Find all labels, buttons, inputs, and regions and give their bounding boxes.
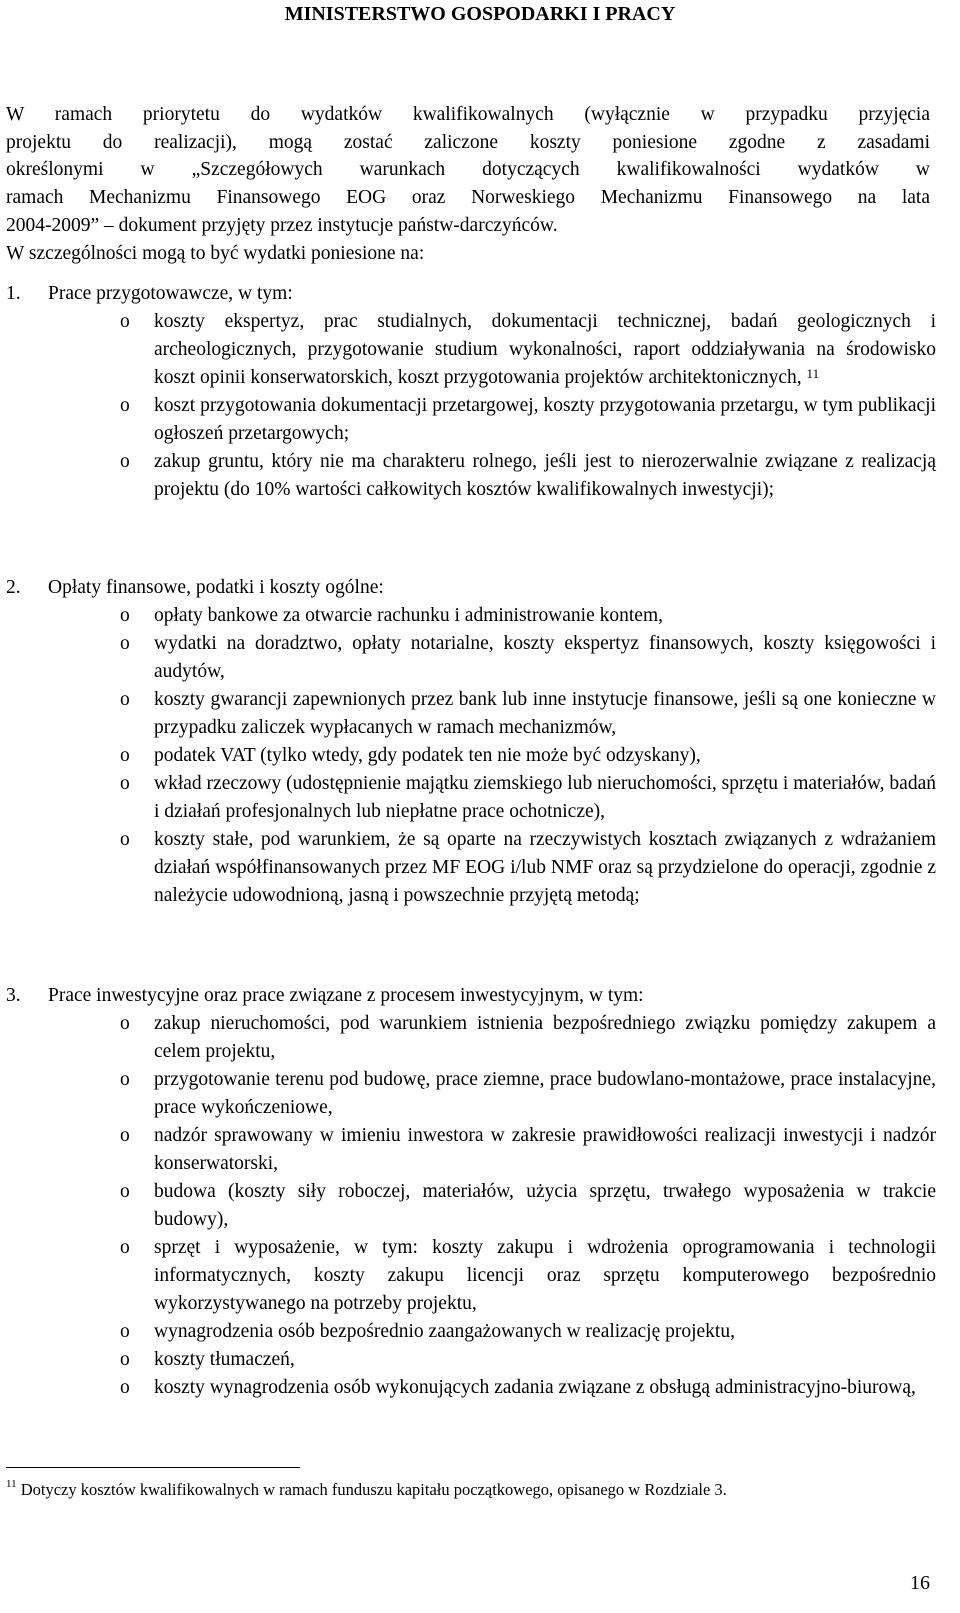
intro-line: 2004-2009” – dokument przyjęty przez instytucje państw-darczyńców.: [6, 214, 558, 236]
bullet-marker: o: [120, 311, 130, 332]
footnote-reference: 11: [806, 366, 820, 381]
bullet-marker: o: [120, 773, 130, 794]
list-item: [120, 1178, 936, 1234]
section-heading: Opłaty finansowe, podatki i koszty ogólne:: [48, 577, 384, 598]
footnote-separator: [6, 1467, 300, 1468]
page-title: MINISTERSTWO GOSPODARKI I PRACY: [284, 3, 676, 25]
item-text: opłaty bankowe za otwarcie rachunku i administrowanie kontem,: [154, 605, 663, 626]
intro-line: W ramach priorytetu do wydatków kwalifikowalnych (wyłącznie w przypadku przyjęcia: [6, 104, 930, 125]
bullet-marker: o: [120, 1377, 130, 1398]
bullet-marker: o: [120, 395, 130, 416]
item-text: koszty gwarancji zapewnionych przez bank lub inne instytucje finansowe, jeśli są one konieczne w przypadku zaliczek wypłacanych w ramach mechanizmów,: [154, 689, 936, 738]
item-text: przygotowanie terenu pod budowę, prace ziemne, prace budowlano-montażowe, prace instalacyjne, prace wykończeniowe,: [154, 1069, 936, 1118]
bullet-marker: o: [120, 633, 130, 654]
section-heading: Prace inwestycyjne oraz prace związane z procesem inwestycyjnym, w tym:: [48, 985, 644, 1006]
bullet-marker: o: [120, 1349, 130, 1370]
list-item: [120, 308, 936, 392]
list-item: [120, 448, 936, 504]
bullet-marker: o: [120, 1321, 130, 1342]
bullet-marker: o: [120, 689, 130, 710]
section-items: [120, 1010, 936, 1402]
section-number: 3.: [6, 985, 21, 1006]
item-text: koszty stałe, pod warunkiem, że są oparte na rzeczywistych kosztach związanych z wdrażaniem działań współfinansowanych przez MF EOG i/lub NMF oraz są przydzielone do operacji, zgodnie z należycie udowodnioną, jasną i powszechnie przyjętą metodą;: [154, 829, 936, 906]
intro-line: projektu do realizacji), mogą zostać zaliczone koszty poniesione zgodne z zasadami: [6, 131, 930, 153]
list-item: [120, 1010, 936, 1066]
list-item: [120, 742, 936, 770]
item-text: wydatki na doradztwo, opłaty notarialne, koszty ekspertyz finansowych, koszty księgowości i audytów,: [154, 633, 936, 682]
item-text: zakup gruntu, który nie ma charakteru rolnego, jeśli jest to nierozerwalnie związane z realizacją projektu (do 10% wartości całkowitych kosztów kwalifikowalnych inwestycji);: [154, 451, 936, 500]
section-number: 1.: [6, 283, 21, 304]
list-item: [120, 1346, 936, 1374]
item-text: koszt przygotowania dokumentacji przetargowej, koszty przygotowania przetargu, w tym publikacji ogłoszeń przetargowych;: [154, 395, 936, 444]
list-item: [120, 770, 936, 826]
intro-line: określonymi w „Szczegółowych warunkach dotyczących kwalifikowalności wydatków w: [6, 159, 930, 181]
list-item: [120, 686, 936, 742]
footnote: [6, 1480, 727, 1500]
footnote-text: Dotyczy kosztów kwalifikowalnych w ramach funduszu kapitału początkowego, opisanego w Rozdziale 3.: [20, 1480, 727, 1499]
section-heading: Prace przygotowawcze, w tym:: [48, 283, 293, 304]
list-item: [120, 1122, 936, 1178]
item-text: koszty wynagrodzenia osób wykonujących zadania związane z obsługą administracyjno-biurową,: [154, 1377, 916, 1398]
item-text: zakup nieruchomości, pod warunkiem istnienia bezpośredniego związku pomiędzy zakupem a celem projektu,: [154, 1013, 936, 1062]
item-text: koszty tłumaczeń,: [154, 1349, 295, 1370]
item-text: koszty ekspertyz, prac studialnych, dokumentacji technicznej, badań geologicznych i archeologicznych, przygotowanie studium wykonalności, raport oddziaływania na środowisko koszt opinii konserwatorskich, koszt przygotowania projektów architektonicznych,: [154, 311, 936, 388]
list-item: [120, 1234, 936, 1318]
bullet-marker: o: [120, 605, 130, 626]
intro-paragraph: [6, 101, 930, 267]
list-item: [120, 1318, 936, 1346]
list-item: [120, 602, 936, 630]
item-text: nadzór sprawowany w imieniu inwestora w zakresie prawidłowości realizacji inwestycji i nadzór konserwatorski,: [154, 1125, 936, 1174]
bullet-marker: o: [120, 1181, 130, 1202]
list-item: [120, 1066, 936, 1122]
intro-line: ramach Mechanizmu Finansowego EOG oraz Norweskiego Mechanizmu Finansowego na lata: [6, 187, 930, 209]
intro-line: W szczególności mogą to być wydatki poniesione na:: [6, 242, 425, 264]
page-number: 16: [910, 1572, 930, 1594]
bullet-marker: o: [120, 1013, 130, 1034]
section-items: [120, 602, 936, 910]
item-text: budowa (koszty siły roboczej, materiałów, użycia sprzętu, trwałego wyposażenia w trakcie budowy),: [154, 1181, 936, 1230]
item-text: podatek VAT (tylko wtedy, gdy podatek ten nie może być odzyskany),: [154, 745, 701, 766]
section-items: [120, 308, 936, 504]
item-text: wkład rzeczowy (udostępnienie majątku ziemskiego lub nieruchomości, sprzętu i materiałów, badań i działań profesjonalnych lub niepłatne prace ochotnicze),: [154, 773, 936, 822]
item-text: wynagrodzenia osób bezpośrednio zaangażowanych w realizację projektu,: [154, 1321, 735, 1342]
bullet-marker: o: [120, 451, 130, 472]
bullet-marker: o: [120, 1125, 130, 1146]
bullet-marker: o: [120, 1069, 130, 1090]
footnote-mark: 11: [6, 1478, 17, 1490]
item-text: sprzęt i wyposażenie, w tym: koszty zakupu i wdrożenia oprogramowania i technologii informatycznych, koszty zakupu licencji oraz sprzętu komputerowego bezpośrednio wykorzystywanego na potrzeby projektu,: [154, 1237, 936, 1314]
list-item: [120, 1374, 936, 1402]
bullet-marker: o: [120, 745, 130, 766]
list-item: [120, 826, 936, 910]
section-number: 2.: [6, 577, 21, 598]
list-item: [120, 630, 936, 686]
bullet-marker: o: [120, 1237, 130, 1258]
list-item: [120, 392, 936, 448]
bullet-marker: o: [120, 829, 130, 850]
